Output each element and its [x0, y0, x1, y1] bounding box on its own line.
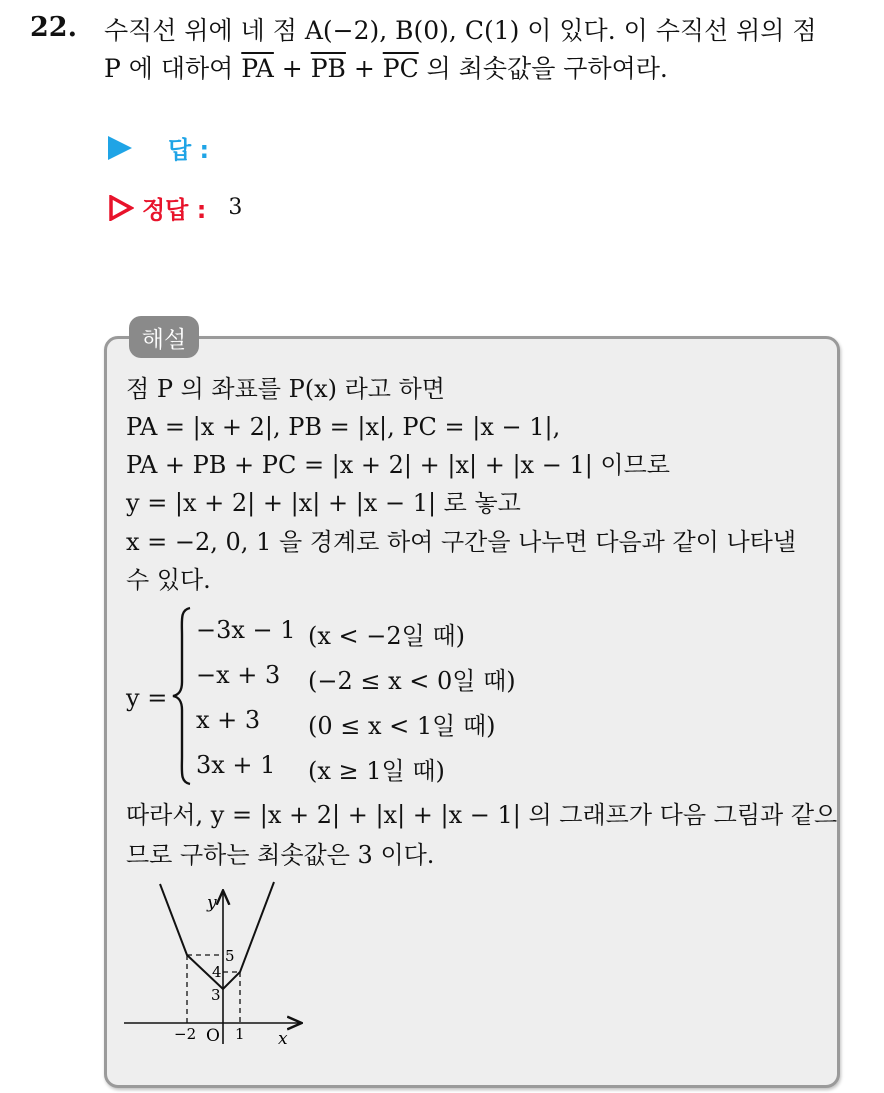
y-tick-3: 3 — [211, 986, 221, 1004]
answer-row — [108, 130, 209, 165]
x-tick-1: 1 — [235, 1025, 245, 1043]
x-tick-neg2: −2 — [174, 1025, 197, 1043]
explanation-line-8: 므로 구하는 최솟값은 3 이다. — [126, 841, 435, 869]
correct-answer-label: 정답 : — [142, 196, 207, 224]
problem-line-2: P 에 대하여 $\overline{PA} + \overline{PB} + \overline{PC}$ 의 최솟값을 구하여라. — [104, 54, 668, 83]
origin-label: O — [206, 1026, 220, 1046]
segment-pa: $\overline{PA}$ — [241, 54, 274, 83]
answer-label: 답 : — [168, 136, 210, 164]
case-expr-1: −3x − 1 — [196, 616, 296, 644]
explanation-tab: 해설 — [129, 316, 199, 358]
problem-line-1: 수직선 위에 네 점 A(−2), B(0), C(1) 이 있다. 이 수직선 위의 점 — [104, 16, 817, 45]
explanation-line-2: PA = |x + 2|, PB = |x|, PC = |x − 1|, — [126, 413, 561, 441]
explanation-line-4: y = |x + 2| + |x| + |x − 1| 로 놓고 — [126, 489, 521, 517]
case-expr-2: −x + 3 — [196, 661, 281, 689]
y-axis-label: y — [207, 893, 217, 913]
explanation-line-1: 점 P 의 좌표를 P(x) 라고 하면 — [126, 375, 445, 403]
segment-pc: $\overline{PC}$ — [382, 54, 419, 83]
correct-answer-value: 3 — [228, 195, 243, 220]
case-cond-4: (x ≥ 1일 때) — [308, 757, 445, 785]
case-cond-2: (−2 ≤ x < 0일 때) — [308, 667, 516, 695]
explanation-line-5: x = −2, 0, 1 을 경계로 하여 구간을 나누면 다음과 같이 나타낼 — [126, 528, 797, 556]
y-tick-5: 5 — [225, 947, 235, 965]
y-tick-4: 4 — [212, 963, 222, 981]
piecewise-lhs: y = — [126, 684, 168, 712]
outline-arrow-icon — [108, 195, 134, 221]
case-expr-4: 3x + 1 — [196, 751, 276, 779]
case-expr-3: x + 3 — [196, 706, 261, 734]
problem-number: 22. — [30, 12, 77, 43]
segment-pb: $\overline{PB}$ — [310, 54, 346, 83]
play-arrow-icon — [108, 136, 132, 160]
case-cond-3: (0 ≤ x < 1일 때) — [308, 712, 496, 740]
x-axis-label: x — [278, 1029, 288, 1048]
explanation-line-3: PA + PB + PC = |x + 2| + |x| + |x − 1| 이므로 — [126, 451, 670, 479]
left-brace — [170, 606, 194, 786]
explanation-line-7: 따라서, y = |x + 2| + |x| + |x − 1| 의 그래프가 다음 그림과 같으 — [126, 801, 838, 829]
explanation-line-6: 수 있다. — [126, 566, 211, 594]
function-graph — [118, 878, 308, 1048]
correct-answer-row — [108, 190, 242, 225]
case-cond-1: (x < −2일 때) — [308, 622, 466, 650]
